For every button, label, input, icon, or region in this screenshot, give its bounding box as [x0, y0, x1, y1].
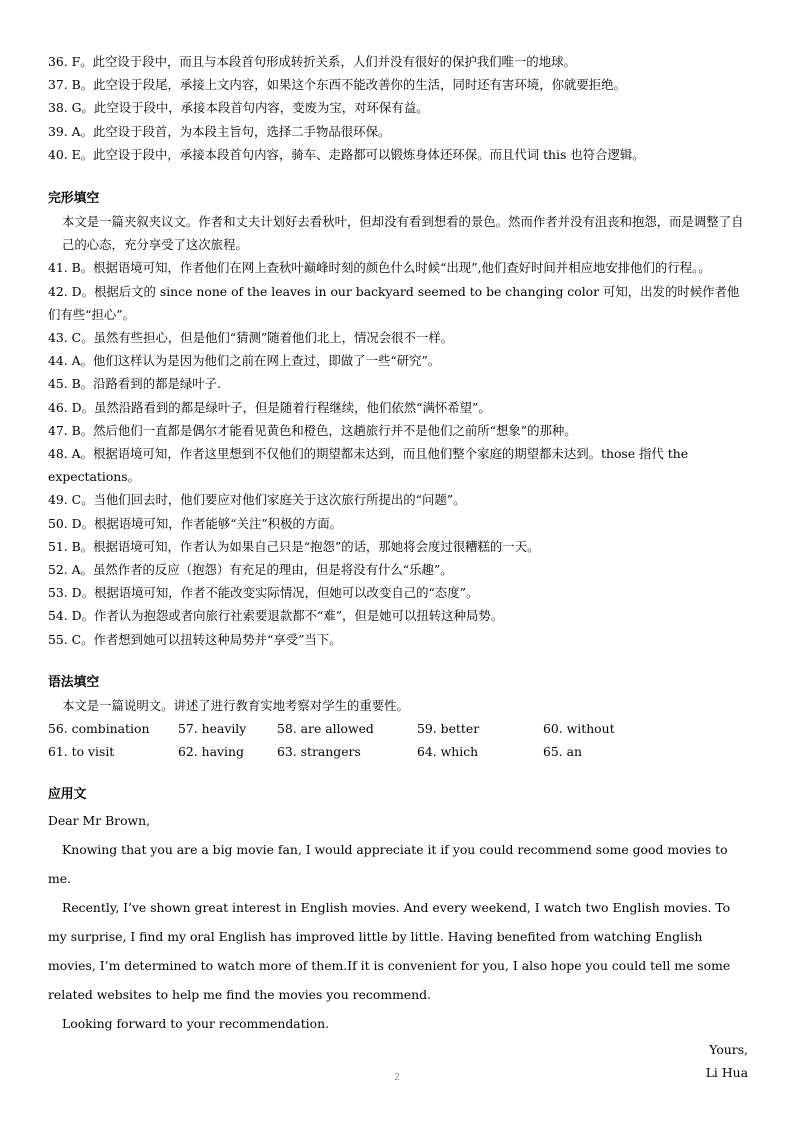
answer-56: 56. combination: [48, 721, 150, 737]
answer-51: 51. B。根据语境可知，作者认为如果自己只是“抱怨”的话，那她将会度过很糟糕的一天。: [48, 538, 540, 554]
writing-heading: 应用文: [48, 787, 87, 803]
cloze-section: [48, 187, 748, 651]
answer-48: 48. A。根据语境可知，作者这里想到不仅他们的期望都未达到，而且他们整个家庭的期望都未达到。those 指代 the expectations。: [48, 446, 689, 485]
answer-59: 59. better: [417, 721, 480, 737]
answer-58: 58. are allowed: [277, 721, 374, 737]
grammar-answers-row-2: [48, 740, 748, 763]
answer-46: 46. D。虽然沿路看到的都是绿叶子，但是随着行程继续，他们依然“满怀希望”。: [48, 399, 491, 415]
answer-55: 55. C。作者想到她可以扭转这种局势并“享受”当下。: [48, 631, 342, 647]
answer-63: 63. strangers: [277, 744, 361, 760]
answer-40: 40. E。此空设于段中，承接本段首句内容，骑车、走路都可以锻炼身体还环保。而且代词 this 也符合逻辑。: [48, 146, 645, 162]
answer-41: 41. B。根据语境可知，作者他们在网上查秋叶巅峰时刻的颜色什么时候“出现”,他们查好时间并相应地安排他们的行程。。: [48, 260, 711, 276]
grammar-heading: 语法填空: [48, 674, 100, 690]
answer-45: 45. B。沿路看到的都是绿叶子.: [48, 376, 221, 392]
cloze-intro: 本文是一篇夹叙夹议文。作者和丈夫计划好去看秋叶，但却没有看到想看的景色。然而作者并没有沮丧和抱怨，而是调整了自己的心态，充分享受了这次旅程。: [62, 214, 744, 253]
answer-38: 38. G。此空设于段中，承接本段首句内容，变废为宝，对环保有益。: [48, 100, 429, 116]
answer-64: 64. which: [417, 744, 479, 760]
answer-60: 60. without: [543, 721, 615, 737]
answer-61: 61. to visit: [48, 744, 115, 760]
answer-page: [48, 50, 748, 1084]
answer-57: 57. heavily: [178, 721, 247, 737]
answer-43: 43. C。虽然有些担心，但是他们“猜测”随着他们北上，情况会很不一样。: [48, 330, 454, 346]
answer-39: 39. A。此空设于段首，为本段主旨句，选择二手物品很环保。: [48, 123, 391, 139]
answer-53: 53. D。根据语境可知，作者不能改变实际情况，但她可以改变自己的“态度”。: [48, 585, 479, 601]
reading-answers: [48, 50, 748, 166]
writing-section: [48, 783, 748, 1084]
answer-50: 50. D。根据语境可知，作者能够“关注”积极的方面。: [48, 515, 343, 531]
letter-paragraph-3: Looking forward to your recommendation.: [62, 1016, 330, 1032]
answer-36: 36. F。此空设于段中，而且与本段首句形成转折关系，人们并没有很好的保护我们唯一的地球。: [48, 54, 576, 69]
answer-65: 65. an: [543, 744, 583, 760]
grammar-answers-row-1: [48, 717, 748, 740]
letter-salutation: Dear Mr Brown,: [48, 813, 151, 829]
letter-paragraph-2: Recently, I’ve shown great interest in English movies. And every weekend, I watch two English movies. To my surprise, I find my oral English has improved little by little. Having benefited from watching English movies, I’m determined to watch more of them.If it is convenient for you, I also hope you could tell me some related websites to help me find the movies you recommend.: [48, 900, 731, 1003]
page-number: 2: [393, 1072, 401, 1083]
cloze-heading: 完形填空: [48, 191, 100, 207]
letter-closing: Yours,: [709, 1042, 748, 1058]
answer-44: 44. A。他们这样认为是因为他们之前在网上查过，即做了一些“研究”。: [48, 353, 441, 369]
grammar-section: [48, 671, 748, 763]
answer-42: 42. D。根据后文的 since none of the leaves in our backyard seemed to be changing color 可知，出发的时候作者他们有些“担心”。: [48, 283, 740, 322]
letter-signature: Li Hua: [705, 1065, 748, 1081]
answer-52: 52. A。虽然作者的反应（抱怨）有充足的理由，但是将没有什么“乐趣”。: [48, 562, 453, 578]
answer-54: 54. D。作者认为抱怨或者向旅行社索要退款都不“难”，但是她可以扭转这种局势。: [48, 608, 504, 624]
letter-paragraph-1: Knowing that you are a big movie fan, I would appreciate it if you could recommend some good movies to me.: [48, 842, 728, 887]
answer-49: 49. C。当他们回去时，他们要应对他们家庭关于这次旅行所提出的“问题”。: [48, 492, 466, 508]
answer-37: 37. B。此空设于段尾，承接上文内容，如果这个东西不能改善你的生活，同时还有害环境，你就要拒绝。: [48, 77, 626, 93]
grammar-intro: 本文是一篇说明文。讲述了进行教育实地考察对学生的重要性。: [62, 697, 409, 713]
answer-62: 62. having: [178, 744, 244, 760]
answer-47: 47. B。然后他们一直都是偶尔才能看见黄色和橙色，这趟旅行并不是他们之前所“想象”的那种。: [48, 422, 577, 438]
